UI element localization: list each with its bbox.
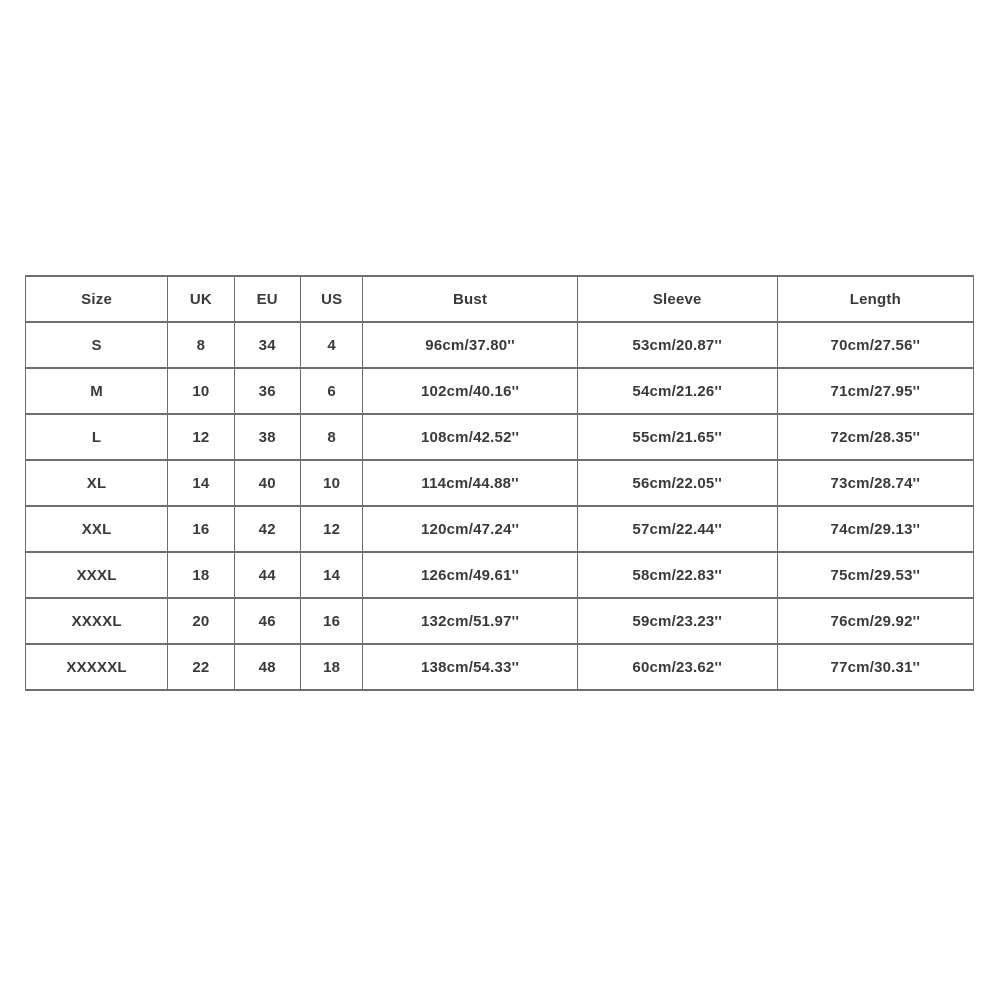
cell: 34 [234, 322, 300, 368]
cell: XXXL [26, 552, 168, 598]
cell: 20 [168, 598, 234, 644]
cell: 40 [234, 460, 300, 506]
cell: 75cm/29.53'' [777, 552, 973, 598]
table-body [26, 322, 974, 690]
cell: XXXXL [26, 598, 168, 644]
cell: 36 [234, 368, 300, 414]
cell: 74cm/29.13'' [777, 506, 973, 552]
cell: 14 [300, 552, 363, 598]
cell: 44 [234, 552, 300, 598]
cell: 48 [234, 644, 300, 690]
cell: 120cm/47.24'' [363, 506, 577, 552]
cell: 60cm/23.62'' [577, 644, 777, 690]
table-row [26, 506, 974, 552]
cell: 42 [234, 506, 300, 552]
cell: 16 [168, 506, 234, 552]
column-header-size: Size [26, 276, 168, 322]
cell: 77cm/30.31'' [777, 644, 973, 690]
cell: 76cm/29.92'' [777, 598, 973, 644]
cell: XXXXXL [26, 644, 168, 690]
cell: 56cm/22.05'' [577, 460, 777, 506]
table-row [26, 598, 974, 644]
column-header-length: Length [777, 276, 973, 322]
cell: 59cm/23.23'' [577, 598, 777, 644]
cell: 114cm/44.88'' [363, 460, 577, 506]
cell: 58cm/22.83'' [577, 552, 777, 598]
cell: 53cm/20.87'' [577, 322, 777, 368]
column-header-bust: Bust [363, 276, 577, 322]
size-chart-table-container [25, 275, 974, 691]
cell: XL [26, 460, 168, 506]
cell: 12 [168, 414, 234, 460]
size-chart-table [25, 275, 974, 691]
cell: M [26, 368, 168, 414]
cell: 70cm/27.56'' [777, 322, 973, 368]
cell: 16 [300, 598, 363, 644]
table-row [26, 368, 974, 414]
cell: 57cm/22.44'' [577, 506, 777, 552]
table-row [26, 552, 974, 598]
cell: 138cm/54.33'' [363, 644, 577, 690]
cell: 126cm/49.61'' [363, 552, 577, 598]
cell: S [26, 322, 168, 368]
column-header-sleeve: Sleeve [577, 276, 777, 322]
column-header-us: US [300, 276, 363, 322]
cell: 12 [300, 506, 363, 552]
cell: 72cm/28.35'' [777, 414, 973, 460]
cell: 54cm/21.26'' [577, 368, 777, 414]
cell: L [26, 414, 168, 460]
cell: 46 [234, 598, 300, 644]
cell: 8 [300, 414, 363, 460]
cell: 38 [234, 414, 300, 460]
cell: 4 [300, 322, 363, 368]
table-row [26, 414, 974, 460]
column-header-eu: EU [234, 276, 300, 322]
cell: 132cm/51.97'' [363, 598, 577, 644]
column-header-uk: UK [168, 276, 234, 322]
header-row [26, 276, 974, 322]
cell: XXL [26, 506, 168, 552]
cell: 10 [300, 460, 363, 506]
table-row [26, 460, 974, 506]
table-row [26, 322, 974, 368]
cell: 14 [168, 460, 234, 506]
cell: 102cm/40.16'' [363, 368, 577, 414]
cell: 18 [300, 644, 363, 690]
table-row [26, 644, 974, 690]
cell: 108cm/42.52'' [363, 414, 577, 460]
cell: 8 [168, 322, 234, 368]
cell: 10 [168, 368, 234, 414]
cell: 96cm/37.80'' [363, 322, 577, 368]
cell: 18 [168, 552, 234, 598]
cell: 6 [300, 368, 363, 414]
cell: 73cm/28.74'' [777, 460, 973, 506]
cell: 55cm/21.65'' [577, 414, 777, 460]
cell: 22 [168, 644, 234, 690]
cell: 71cm/27.95'' [777, 368, 973, 414]
